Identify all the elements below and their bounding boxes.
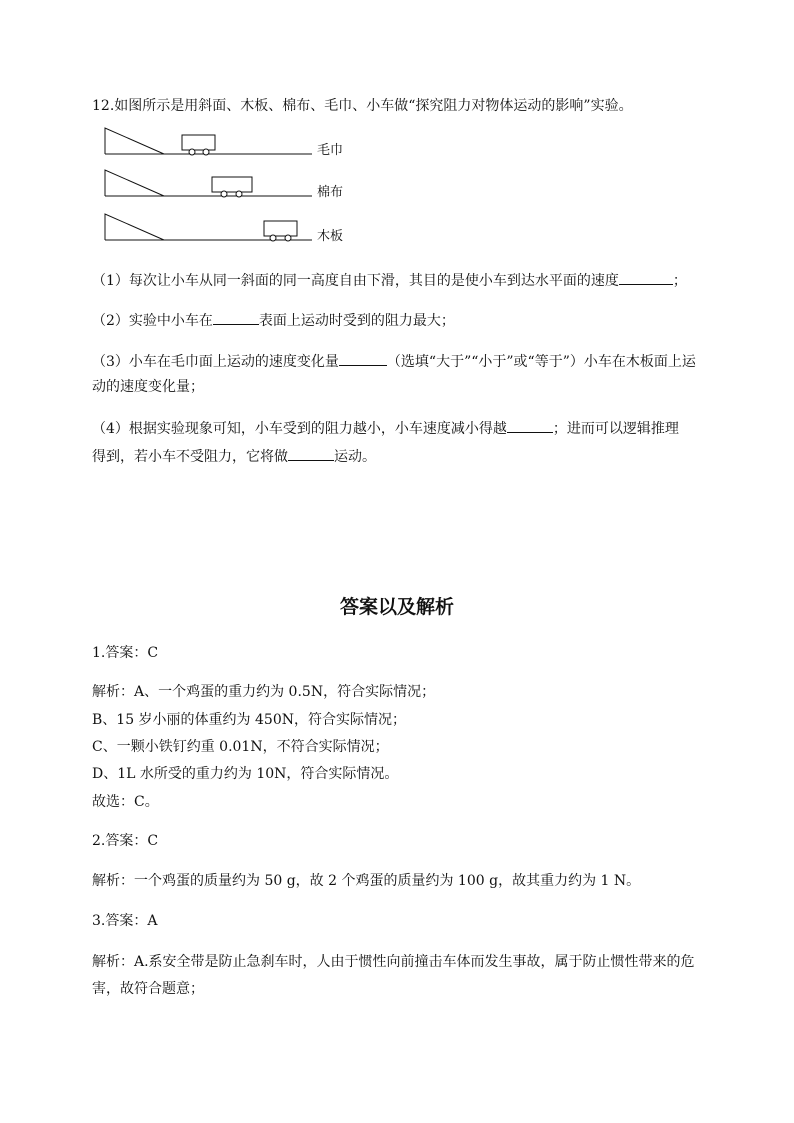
experiment-figure (100, 126, 360, 244)
answer-3: 3.答案：A (92, 913, 158, 929)
surface-label-wood: 木板 (317, 229, 344, 244)
question-part-1: （1）每次让小车从同一斜面的同一高度自由下滑，其目的是使小车到达水平面的速度 ； (92, 270, 687, 291)
setup-cotton (105, 170, 343, 200)
cart-wheel (285, 235, 291, 241)
cart-body (182, 135, 215, 150)
question-part-3: （3）小车在毛巾面上运动的速度变化量 （选填“大于”“小于”或“等于”）小车在木板面上运 (92, 351, 696, 372)
question-part-2: （2）实验中小车在 表面上运动时受到的阻力最大； (92, 310, 455, 331)
incline-ramp (105, 128, 164, 154)
question-part-4-cont: 得到，若小车不受阻力，它将做 运动。 (92, 446, 376, 467)
answer-1-explanation: B、15 岁小丽的体重约为 450N，符合实际情况； (92, 712, 406, 728)
answer-blank (619, 270, 673, 285)
answer-blank (213, 310, 259, 325)
cart-wheel (189, 149, 195, 155)
answer-1-explanation: D、1L 水所受的重力约为 10N，符合实际情况。 (92, 766, 399, 782)
cart-wheel (203, 149, 209, 155)
surface-label-towel: 毛巾 (317, 143, 344, 158)
cart-body (212, 177, 252, 192)
answer-3-explanation: 害，故符合题意； (92, 981, 204, 997)
answer-3-explanation: 解析：A.系安全带是防止急刹车时，人由于惯性向前撞击车体而发生事故，属于防止惯性带来的危 (92, 954, 695, 970)
answer-1-conclusion: 故选：C。 (92, 794, 159, 810)
answer-1: 1.答案：C (92, 645, 159, 661)
question-stem: 12.如图所示是用斜面、木板、棉布、毛巾、小车做“探究阻力对物体运动的影响”实验。 (92, 98, 633, 114)
answer-blank (339, 351, 387, 366)
setup-wood (105, 214, 343, 244)
incline-ramp (105, 214, 164, 240)
incline-ramp (105, 170, 164, 196)
cart-body (264, 221, 297, 236)
cart-wheel (236, 191, 242, 197)
question-part-3-cont: 动的速度变化量； (92, 379, 204, 395)
cart-wheel (270, 235, 276, 241)
surface-label-cotton: 棉布 (317, 185, 344, 200)
answer-2-explanation: 解析：一个鸡蛋的质量约为 50 g，故 2 个鸡蛋的质量约为 100 g，故其重力约为 1 N。 (92, 873, 641, 889)
question-part-4: （4）根据实验现象可知，小车受到的阻力越小，小车速度减小得越 ；进而可以逻辑推理 (92, 418, 679, 439)
answers-title: 答案以及解析 (339, 596, 454, 618)
answer-2: 2.答案：C (92, 833, 159, 849)
answer-blank (288, 446, 334, 461)
setup-towel (105, 128, 343, 158)
answer-blank (507, 418, 553, 433)
cart-wheel (221, 191, 227, 197)
answer-1-explanation: C、一颗小铁钉约重 0.01N，不符合实际情况； (92, 739, 389, 755)
answer-1-explanation: 解析：A、一个鸡蛋的重力约为 0.5N，符合实际情况； (92, 684, 436, 700)
